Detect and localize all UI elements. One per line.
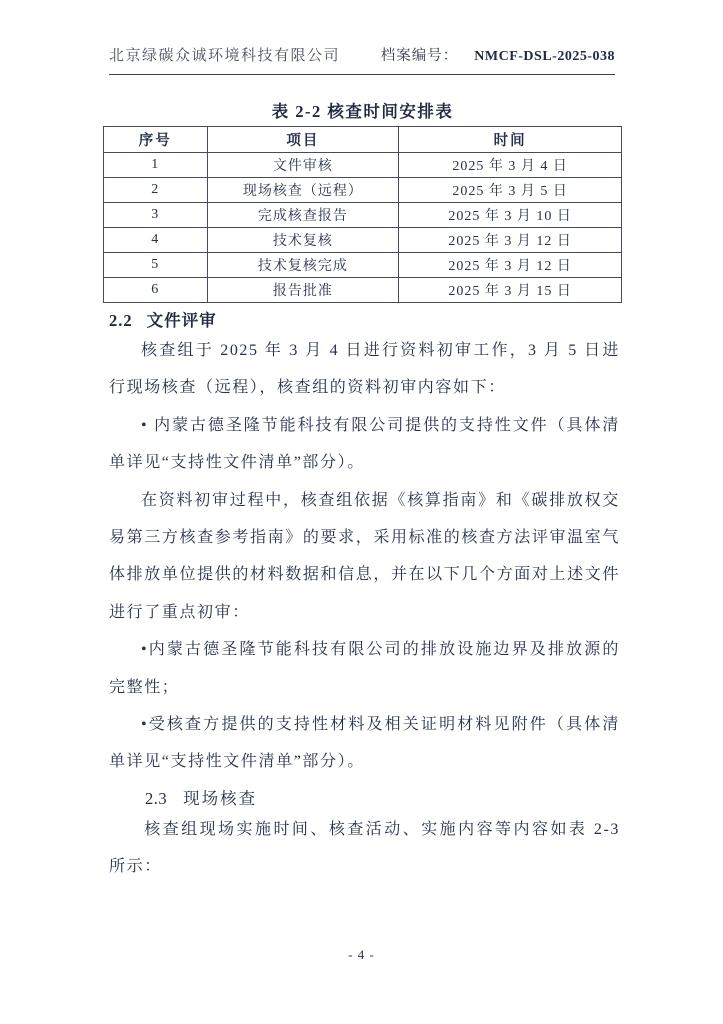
bullet-item: •内蒙古德圣隆节能科技有限公司的排放设施边界及排放源的完整性；: [109, 641, 620, 696]
archive-number-label: 档案编号：: [380, 48, 459, 64]
table-title: 表 2-2 核查时间安排表: [271, 102, 454, 121]
bullet-item: • 内蒙古德圣隆节能科技有限公司提供的支持性文件（具体清单详见“支持性文件清单”部分）。: [109, 416, 620, 472]
column-header-no: 序号: [104, 127, 208, 153]
section-heading-2-3: [145, 786, 620, 811]
cell-no: 2: [104, 178, 208, 203]
table-row: [104, 153, 622, 178]
section-number: 2.3: [145, 788, 168, 808]
schedule-table: [103, 126, 622, 303]
document-body: [109, 309, 620, 886]
cell-no: 5: [104, 253, 208, 278]
section-title: 现场核查: [183, 788, 258, 808]
section-number: 2.2: [109, 311, 133, 330]
column-header-time: 时间: [399, 127, 622, 153]
page-footer: [0, 945, 723, 965]
cell-no: 3: [104, 203, 208, 228]
table-row: [104, 203, 622, 228]
table-row: [104, 278, 622, 303]
cell-time: 2025 年 3 月 4 日: [399, 153, 622, 178]
paragraph: 核查组于 2025 年 3 月 4 日进行资料初审工作，3 月 5 日进行现场核查（远程），核查组的资料初审内容如下：: [109, 342, 620, 397]
column-header-item: 项目: [207, 127, 399, 153]
cell-no: 4: [104, 228, 208, 253]
table-row: [104, 253, 622, 278]
archive-number-value: NMCF-DSL-2025-038: [474, 49, 615, 64]
paragraph: 在资料初审过程中，核查组依据《核算指南》和《碳排放权交易第三方核查参考指南》的要求，采用标准的核查方法评审温室气体排放单位提供的材料数据和信息，并在以下几个方面对上述文件进行了重点初审：: [109, 491, 620, 621]
cell-time: 2025 年 3 月 5 日: [399, 178, 622, 203]
section-title: 文件评审: [146, 311, 217, 330]
cell-time: 2025 年 3 月 10 日: [399, 203, 622, 228]
table-row: [104, 228, 622, 253]
section-heading-2-2: [109, 309, 620, 332]
page-header: [109, 47, 615, 75]
cell-item: 完成核查报告: [207, 203, 399, 228]
cell-item: 技术复核完成: [207, 253, 399, 278]
page-number: - 4 -: [348, 947, 375, 962]
company-name: 北京绿碳众诚环境科技有限公司: [109, 48, 341, 64]
closing-paragraph: 核查组现场实施时间、核查活动、实施内容等内容如表 2-3 所示：: [109, 820, 620, 876]
cell-time: 2025 年 3 月 12 日: [399, 253, 622, 278]
cell-item: 文件审核: [207, 153, 399, 178]
cell-time: 2025 年 3 月 12 日: [399, 228, 622, 253]
cell-time: 2025 年 3 月 15 日: [399, 278, 622, 303]
cell-no: 6: [104, 278, 208, 303]
cell-item: 现场核查（远程）: [207, 178, 399, 203]
table-row: [104, 178, 622, 203]
bullet-item: •受核查方提供的支持性材料及相关证明材料见附件（具体清单详见“支持性文件清单”部分）。: [109, 716, 620, 771]
cell-no: 1: [104, 153, 208, 178]
archive-number-group: [381, 47, 615, 66]
cell-item: 报告批准: [207, 278, 399, 303]
schedule-table-block: [103, 101, 622, 303]
cell-item: 技术复核: [207, 228, 399, 253]
table-header-row: [104, 127, 622, 153]
